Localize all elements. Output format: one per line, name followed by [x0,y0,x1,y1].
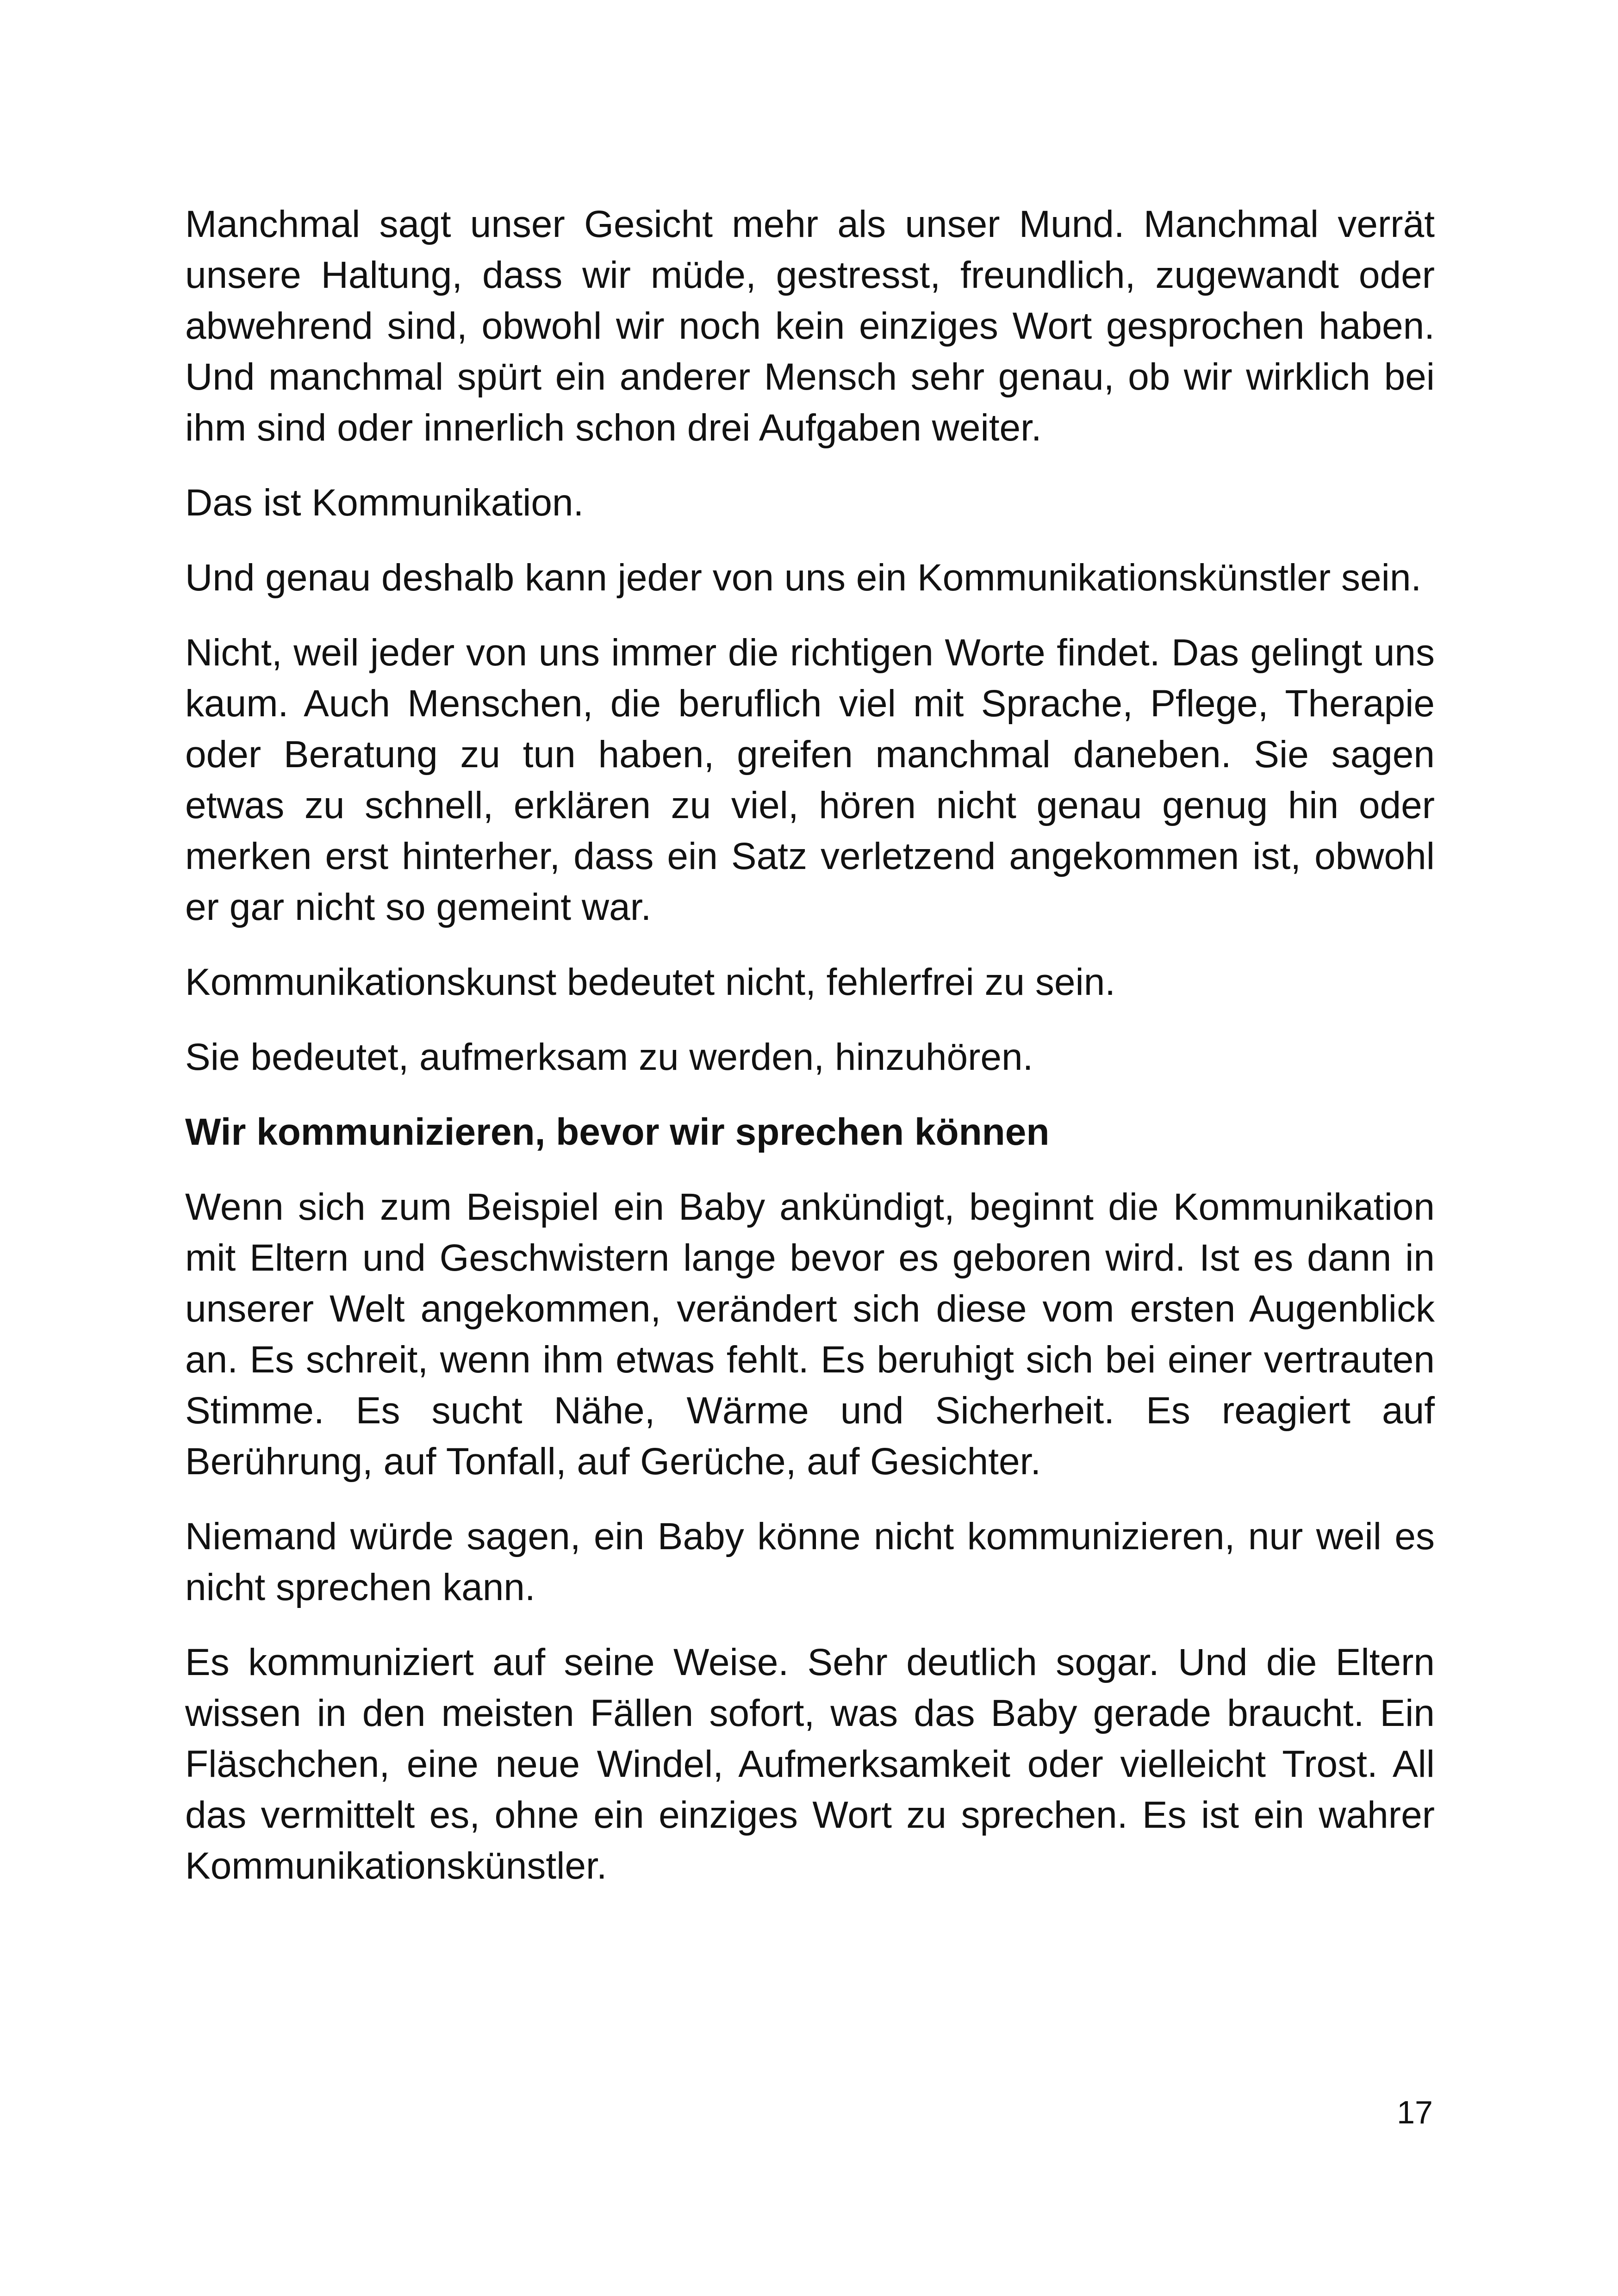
page-number: 17 [1397,2094,1433,2130]
paragraph: Niemand würde sagen, ein Baby könne nicht kommunizieren, nur weil es nicht sprechen kann. [185,1515,1435,1608]
paragraph: Das ist Kommunikation. [185,482,584,524]
section-heading: Wir kommunizieren, bevor wir sprechen können [185,1111,1050,1153]
paragraph: Manchmal sagt unser Gesicht mehr als unser Mund. Manchmal verrät unsere Haltung, dass wir müde, gestresst, freundlich, zugewandt oder abwehrend sind, obwohl wir noch kein einziges Wort gesprochen haben. Und manchmal spürt ein anderer Mensch sehr genau, ob wir wirklich bei ihm sind oder innerlich schon drei Aufgaben weiter. [185,203,1435,449]
paragraph: Nicht, weil jeder von uns immer die richtigen Worte findet. Das gelingt uns kaum. Auch Menschen, die beruflich viel mit Sprache, Pflege, Therapie oder Beratung zu tun haben, greifen manchmal daneben. Sie sagen etwas zu schnell, erklären zu viel, hören nicht genau genug hin oder merken erst hinterher, dass ein Satz verletzend angekommen ist, obwohl er gar nicht so gemeint war. [185,632,1435,928]
paragraph: Sie bedeutet, aufmerksam zu werden, hinzuhören. [185,1036,1033,1078]
paragraph: Und genau deshalb kann jeder von uns ein Kommunikationskünstler sein. [185,557,1422,599]
paragraph: Es kommuniziert auf seine Weise. Sehr deutlich sogar. Und die Eltern wissen in den meisten Fällen sofort, was das Baby gerade braucht. Ein Fläschchen, eine neue Windel, Aufmerksamkeit oder vielleicht Trost. All das vermittelt es, ohne ein einziges Wort zu sprechen. Es ist ein wahrer Kommunikationskünstler. [185,1641,1435,1887]
page-body [185,199,1435,1916]
paragraph: Wenn sich zum Beispiel ein Baby ankündigt, beginnt die Kommunikation mit Eltern und Geschwistern lange bevor es geboren wird. Ist es dann in unserer Welt angekommen, verändert sich diese vom ersten Augenblick an. Es schreit, wenn ihm etwas fehlt. Es beruhigt sich bei einer vertrauten Stimme. Es sucht Nähe, Wärme und Sicherheit. Es reagiert auf Berührung, auf Tonfall, auf Gerüche, auf Gesichter. [185,1186,1435,1483]
paragraph: Kommunikationskunst bedeutet nicht, fehlerfrei zu sein. [185,961,1116,1003]
